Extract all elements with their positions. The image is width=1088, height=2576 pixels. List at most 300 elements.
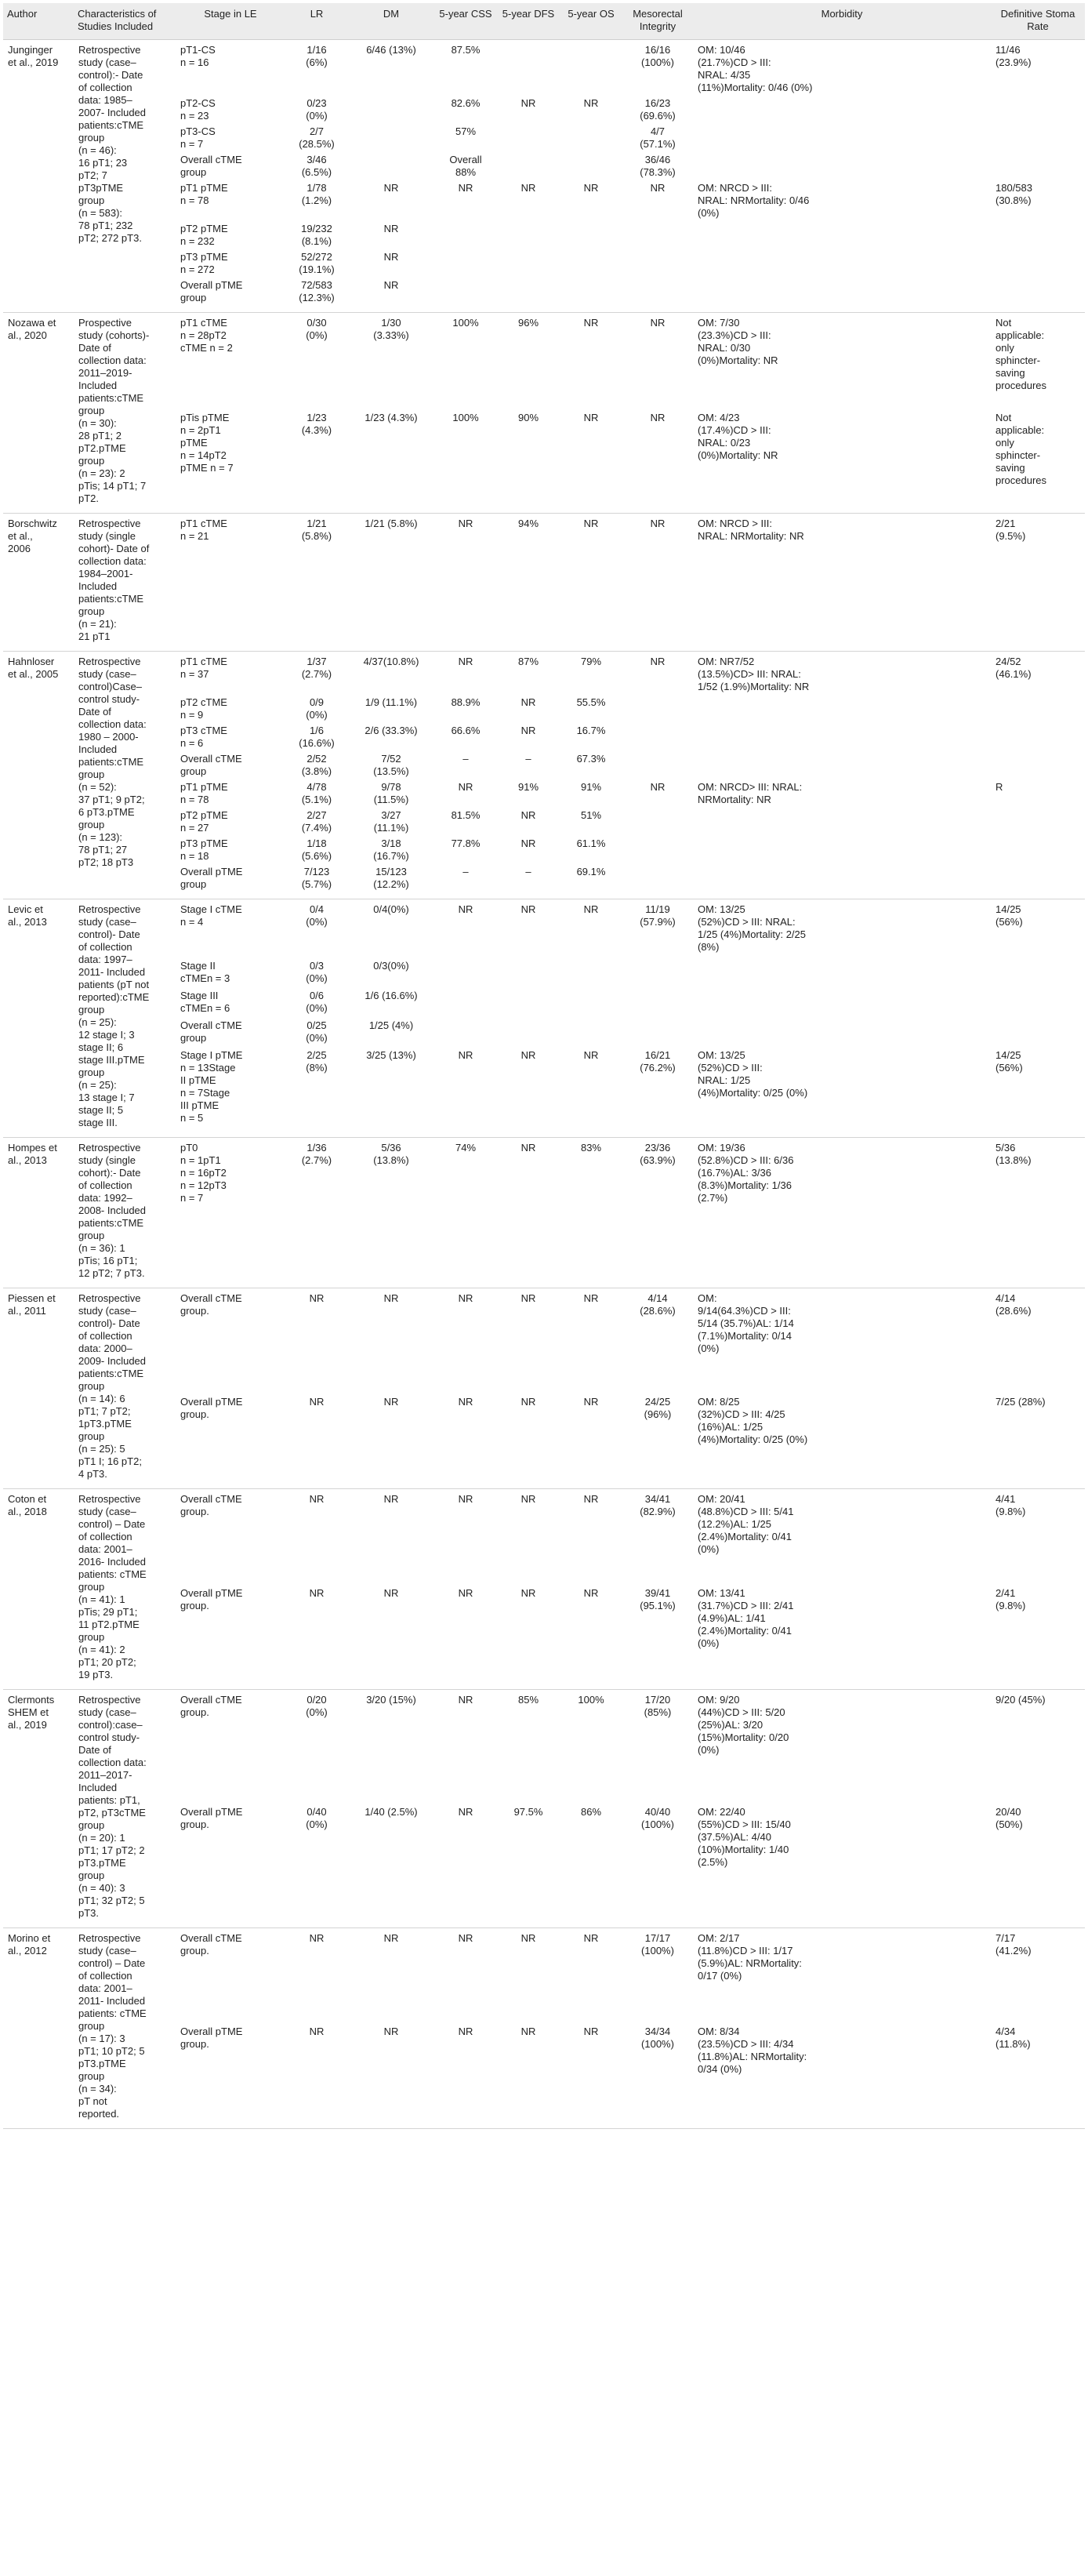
cell-os [560,276,622,313]
cell-os: NR [583,97,599,109]
cell-lr: 1/23 (4.3%) [285,409,348,513]
cell-os: NR [560,409,622,513]
cell-css: NR [434,1584,497,1689]
cell-morbidity [693,693,991,721]
cell-stage: pT2-CS n = 23 [180,97,216,122]
cell-stage: Overall cTME group. [180,1493,242,1517]
cell-dfs [497,40,560,95]
cell-morbidity [693,986,991,1016]
cell-dm: 2/6 (33.3%) [364,725,418,736]
cell-mesorectal: 4/7 (57.1%) [640,125,676,150]
cell-stage: Overall pTME group. [176,1393,285,1489]
cell-lr: 0/20 (0%) [306,1694,328,1718]
header-mesorectal: Mesorectal Integrity [622,3,693,40]
cell-dm: 7/52 (13.5%) [373,753,409,777]
cell-css: 77.8% [451,837,481,849]
cell-morbidity: OM: 13/25 (52%)CD > III: NRAL: 1/25 (4%)Mortality: 0/25 (0%) [693,1046,991,1138]
cell-stage: Overall cTME group. [180,1292,242,1317]
cell-dfs [497,1016,560,1046]
cell-css: 74% [434,1138,497,1288]
cell-dfs: NR [520,903,536,915]
cell-os [560,220,622,248]
cell-css [434,1016,497,1046]
cell-lr: 52/272 (19.1%) [299,251,335,275]
cell-dm: 3/18 (16.7%) [373,837,409,862]
cell-morbidity [693,276,991,313]
cell-stage: pT2 pTME n = 232 [180,223,228,247]
cell-author: Hompes et al., 2013 [3,1138,74,1288]
cell-css: NR [434,514,497,652]
cell-css: NR [434,1393,497,1489]
cell-dm: NR [383,223,399,234]
cell-mesorectal: 39/41 (95.1%) [622,1584,693,1689]
cell-os: 67.3% [576,753,606,765]
cell-dm: NR [383,1493,399,1505]
cell-stage: Stage II cTMEn = 3 [180,959,230,984]
cell-stage: Overall cTME group. [180,1932,242,1957]
cell-dfs: NR [520,97,536,109]
cell-os: NR [583,1493,599,1505]
cell-lr: NR [309,1493,325,1505]
cell-css [434,220,497,248]
cell-dm: 1/40 (2.5%) [348,1803,434,1928]
cell-stoma: 180/583 (30.8%) [996,182,1032,206]
cell-dm: 0/3(0%) [373,959,409,972]
cell-os: 91% [580,781,602,793]
cell-os [560,248,622,276]
cell-stage: pT1 cTME n = 21 [176,514,285,652]
cell-author: Piessen et al., 2011 [3,1288,74,1489]
cell-os: NR [583,317,599,329]
cell-dm: 3/20 (15%) [366,1694,416,1706]
table-row [3,313,1085,409]
cell-lr: NR [309,1932,325,1944]
cell-os: NR [560,2022,622,2129]
cell-css: – [462,753,469,765]
cell-css: NR [458,1493,473,1505]
cell-os [560,1016,622,1046]
cell-stoma [991,750,1085,778]
cell-morbidity [693,151,991,179]
cell-css: 66.6% [451,725,481,736]
cell-os [560,986,622,1016]
cell-stage: Overall pTME group. [176,1584,285,1689]
cell-morbidity [693,806,991,834]
cell-css [434,957,497,986]
cell-os: 83% [560,1138,622,1288]
cell-stoma [991,276,1085,313]
cell-os: NR [583,1932,599,1944]
cell-dfs: NR [497,1393,560,1489]
cell-dfs: NR [520,1493,536,1505]
cell-characteristics: Retrospective study (single cohort):- Date of collection data: 1992– 2008- Included patients:cTME group (n = 36): 1 pTis; 16 pT1; 12 pT2; 7 pT3. [74,1138,176,1288]
cell-morbidity: OM: NRCD > III: NRAL: NRMortality: 0/46 (0%) [698,182,810,219]
cell-stoma [991,693,1085,721]
cell-stage: pT1 cTME n = 28pT2 cTME n = 2 [180,317,233,354]
cell-dm: NR [348,1584,434,1689]
cell-mesorectal: NR [622,409,693,513]
cell-os: 51% [580,809,602,821]
cell-dfs [497,122,560,151]
cell-lr: 1/37 (2.7%) [301,656,332,680]
cell-mesorectal [622,248,693,276]
cell-mesorectal: 16/16 (100%) [641,44,674,68]
cell-stage: pTis pTME n = 2pT1 pTME n = 14pT2 pTME n = 7 [176,409,285,513]
cell-lr: 0/40 (0%) [285,1803,348,1928]
cell-stoma: 4/41 (9.8%) [996,1493,1026,1517]
cell-dm: 1/23 (4.3%) [348,409,434,513]
cell-mesorectal: 23/36 (63.9%) [622,1138,693,1288]
cell-stage: pT1 pTME n = 78 [180,182,228,206]
results-table [3,3,1085,2129]
cell-stoma [991,94,1085,122]
cell-mesorectal [622,721,693,750]
cell-dm: 9/78 (11.5%) [373,781,409,805]
cell-os: NR [560,514,622,652]
cell-dfs [497,220,560,248]
cell-morbidity: OM: NRCD > III: NRAL: NRMortality: NR [693,514,991,652]
cell-lr: 1/21 (5.8%) [285,514,348,652]
cell-stoma: R [996,781,1003,793]
cell-author: Coton et al., 2018 [3,1489,74,1690]
cell-author: Morino et al., 2012 [3,1928,74,2129]
cell-stage: pT1-CS n = 16 [180,44,216,68]
header-characteristics: Characteristics of Studies Included [74,3,176,40]
cell-stage: pT3-CS n = 7 [180,125,216,150]
cell-stoma [991,721,1085,750]
cell-dfs [497,151,560,179]
cell-stage: pT2 pTME n = 27 [180,809,228,834]
cell-mesorectal [622,806,693,834]
cell-os: 16.7% [576,725,606,736]
header-dfs: 5-year DFS [497,3,560,40]
cell-dm: 1/9 (11.1%) [364,696,418,708]
cell-stoma: 14/25 (56%) [991,1046,1085,1138]
table-row [3,652,1085,694]
cell-characteristics: Prospective study (cohorts)- Date of collection data: 2011–2019- Included patients:cTME group (n = 30): 28 pT1; 2 pT2.pTME group (n = 23): 2 pTis; 14 pT1; 7 pT2. [74,313,176,514]
cell-lr: 72/583 (12.3%) [285,276,348,313]
cell-author: Nozawa et al., 2020 [3,313,74,514]
cell-stage: Overall pTME group. [176,1803,285,1928]
cell-stoma [991,863,1085,899]
cell-mesorectal: 17/17 (100%) [641,1932,674,1957]
cell-characteristics: Retrospective study (case– control):- Date of collection data: 1985– 2007- Included patients:cTME group (n = 46): 16 pT1; 23 pT2; 7 pT3pTME group (n = 583): 78 pT1; 232 pT2; 272 pT3. [74,40,176,313]
header-row [3,3,1085,40]
cell-dfs: 90% [497,409,560,513]
cell-lr: 0/25 (0%) [306,1019,328,1044]
cell-lr: 0/30 (0%) [306,317,328,341]
cell-stage: pT0 n = 1pT1 n = 16pT2 n = 12pT3 n = 7 [176,1138,285,1288]
cell-mesorectal: 40/40 (100%) [622,1803,693,1928]
cell-mesorectal: 17/20 (85%) [644,1694,672,1718]
cell-stoma: 2/21 (9.5%) [991,514,1085,652]
cell-dm: 3/27 (11.1%) [373,809,409,834]
cell-os [560,122,622,151]
results-table-container [3,3,1085,2129]
cell-morbidity [693,834,991,863]
cell-dm: 0/4(0%) [373,903,409,915]
cell-mesorectal: NR [650,656,665,667]
header-dm: DM [348,3,434,40]
cell-mesorectal [622,276,693,313]
cell-dfs: – [525,753,531,765]
cell-dfs: 91% [517,781,539,793]
cell-dm: NR [383,251,399,263]
cell-morbidity: OM: NRCD> III: NRAL: NRMortality: NR [698,781,803,805]
cell-stoma: 5/36 (13.8%) [991,1138,1085,1288]
cell-lr: NR [309,1292,325,1304]
cell-mesorectal: 34/41 (82.9%) [640,1493,676,1517]
cell-dm: NR [383,182,399,194]
cell-morbidity [693,721,991,750]
cell-stoma [991,957,1085,986]
header-css: 5-year CSS [434,3,497,40]
cell-css: 82.6% [451,97,481,109]
cell-dm: 1/6 (16.6%) [364,989,418,1001]
cell-lr: 1/36 (2.7%) [285,1138,348,1288]
cell-dm: 15/123 (12.2%) [348,863,434,899]
cell-stage: Overall pTME group [176,276,285,313]
cell-dfs [497,248,560,276]
cell-morbidity [693,220,991,248]
cell-dfs: NR [520,837,536,849]
cell-dfs: NR [520,182,536,194]
cell-stoma: Not applicable: only sphincter- saving procedures [996,317,1047,391]
cell-dfs: NR [520,1292,536,1304]
cell-lr: 0/6 (0%) [306,989,328,1014]
cell-stoma [991,806,1085,834]
cell-characteristics: Retrospective study (case– control) – Date of collection data: 2001– 2016- Included patients: cTME group (n = 41): 1 pTis; 29 pT1; 11 pT2.pTME group (n = 41): 2 pT1; 20 pT2; 19 pT3. [74,1489,176,1690]
cell-os: 69.1% [560,863,622,899]
cell-lr: 0/23 (0%) [306,97,328,122]
cell-dfs: NR [497,1138,560,1288]
cell-dm: NR [348,276,434,313]
cell-dfs [497,276,560,313]
cell-mesorectal: 24/25 (96%) [622,1393,693,1489]
cell-dfs: NR [520,696,536,708]
cell-morbidity [693,957,991,986]
cell-characteristics: Retrospective study (case– control):case– control study- Date of collection data: 2011–2017- Included patients: pT1, pT2, pT3cTME group (n = 20): 1 pT1; 17 pT2; 2 pT3.pTME group (n = 40): 3 pT1; 32 pT2; 5 pT3. [74,1690,176,1928]
cell-css: NR [458,903,473,915]
cell-author: Hahnloser et al., 2005 [3,652,74,899]
cell-author: Junginger et al., 2019 [3,40,74,313]
cell-css: 87.5% [451,44,481,56]
cell-lr: 3/46 (6.5%) [301,154,332,178]
cell-stage: Overall cTME group [180,1019,242,1044]
table-row [3,1138,1085,1288]
cell-dm: 1/21 (5.8%) [348,514,434,652]
cell-dm: NR [383,1292,399,1304]
cell-stage: pT3 cTME n = 6 [180,725,227,749]
cell-os: NR [583,1292,599,1304]
cell-css: – [434,863,497,899]
cell-stoma: 9/20 (45%) [996,1694,1046,1706]
cell-css: NR [458,1292,473,1304]
cell-css: Overall 88% [449,154,482,178]
cell-stage: pT3 pTME n = 272 [180,251,228,275]
cell-dfs [497,957,560,986]
cell-mesorectal: NR [650,317,665,329]
cell-mesorectal [622,863,693,899]
cell-mesorectal [622,693,693,721]
cell-morbidity: OM: 20/41 (48.8%)CD > III: 5/41 (12.2%)AL: 1/25 (2.4%)Mortality: 0/41 (0%) [698,1493,794,1555]
cell-os: NR [560,1584,622,1689]
cell-characteristics: Retrospective study (case– control)Case– control study- Date of collection data: 1980 – 2000- Included patients:cTME group (n = 52): 37 pT1; 9 pT2; 6 pT3.pTME group (n = 123): 78 pT1; 27 pT2; 18 pT3 [74,652,176,899]
cell-author: Clermonts SHEM et al., 2019 [3,1690,74,1928]
cell-stage: Overall pTME group. [176,2022,285,2129]
cell-lr: 1/6 (16.6%) [299,725,335,749]
header-stoma: Definitive Stoma Rate [991,3,1085,40]
cell-dfs: 87% [517,656,539,667]
cell-lr: 19/232 (8.1%) [301,223,332,247]
cell-css: NR [458,1932,473,1944]
cell-dm: NR [348,1393,434,1489]
cell-dm: 4/37(10.8%) [363,656,419,667]
cell-os: 100% [578,1694,604,1706]
cell-lr: 1/78 (1.2%) [301,182,332,206]
cell-css: 100% [452,317,479,329]
cell-dfs: NR [497,1584,560,1689]
cell-dm: 5/36 (13.8%) [348,1138,434,1288]
cell-stoma [991,248,1085,276]
cell-stage: Stage I pTME n = 13Stage II pTME n = 7Stage III pTME n = 5 [176,1046,285,1138]
cell-os: NR [560,1393,622,1489]
cell-dfs: NR [520,725,536,736]
cell-morbidity: OM: 9/20 (44%)CD > III: 5/20 (25%)AL: 3/20 (15%)Mortality: 0/20 (0%) [698,1694,789,1756]
cell-mesorectal: NR [622,514,693,652]
cell-stoma: Not applicable: only sphincter- saving procedures [991,409,1085,513]
cell-css [434,276,497,313]
cell-os [560,151,622,179]
cell-dfs: NR [497,1046,560,1138]
cell-morbidity: OM: 22/40 (55%)CD > III: 15/40 (37.5%)AL: 4/40 (10%)Mortality: 1/40 (2.5%) [693,1803,991,1928]
cell-dm: NR [348,2022,434,2129]
cell-morbidity: OM: 4/23 (17.4%)CD > III: NRAL: 0/23 (0%)Mortality: NR [693,409,991,513]
cell-os: 79% [580,656,602,667]
cell-stoma: 2/41 (9.8%) [991,1584,1085,1689]
cell-morbidity: OM: 9/14(64.3%)CD > III: 5/14 (35.7%)AL: 1/14 (7.1%)Mortality: 0/14 (0%) [698,1292,794,1354]
cell-characteristics: Retrospective study (single cohort)- Date of collection data: 1984–2001- Included patients:cTME group (n = 21): 21 pT1 [74,514,176,652]
cell-mesorectal [622,750,693,778]
cell-dm: 1/30 (3.33%) [373,317,409,341]
header-morbidity: Morbidity [693,3,991,40]
cell-morbidity: OM: 13/41 (31.7%)CD > III: 2/41 (4.9%)AL: 1/41 (2.4%)Mortality: 0/41 (0%) [693,1584,991,1689]
header-os: 5-year OS [560,3,622,40]
cell-dfs: NR [520,1932,536,1944]
table-body [3,40,1085,2129]
cell-dfs [497,986,560,1016]
cell-mesorectal: 16/23 (69.6%) [640,97,676,122]
table-row [3,1690,1085,1803]
cell-mesorectal [622,1016,693,1046]
cell-morbidity [693,122,991,151]
cell-author: Borschwitz et al., 2006 [3,514,74,652]
cell-css: 100% [434,409,497,513]
cell-stoma [991,151,1085,179]
cell-morbidity [693,863,991,899]
cell-stage: Overall pTME group [176,863,285,899]
cell-morbidity [693,1016,991,1046]
cell-mesorectal: 16/21 (76.2%) [622,1046,693,1138]
cell-stoma: 24/52 (46.1%) [996,656,1032,680]
cell-stoma: 4/34 (11.8%) [991,2022,1085,2129]
cell-morbidity: OM: 8/34 (23.5%)CD > III: 4/34 (11.8%)AL: NRMortality: 0/34 (0%) [693,2022,991,2129]
cell-dfs: 94% [497,514,560,652]
cell-lr: NR [285,1393,348,1489]
cell-stoma [991,834,1085,863]
table-row [3,1928,1085,2022]
table-row [3,514,1085,652]
cell-morbidity: OM: 19/36 (52.8%)CD > III: 6/36 (16.7%)AL: 3/36 (8.3%)Mortality: 1/36 (2.7%) [693,1138,991,1288]
cell-os [560,957,622,986]
cell-stoma: 20/40 (50%) [991,1803,1085,1928]
cell-css: NR [434,1803,497,1928]
cell-lr: 0/3 (0%) [306,959,328,984]
cell-dfs: NR [520,809,536,821]
cell-mesorectal [622,957,693,986]
cell-css: NR [458,182,473,194]
cell-dm [348,94,434,122]
table-row [3,1288,1085,1393]
cell-css: 57% [455,125,477,137]
cell-stage: pT3 pTME n = 18 [180,837,228,862]
cell-stoma: 11/46 (23.9%) [996,44,1032,68]
cell-morbidity [693,248,991,276]
cell-stoma [991,986,1085,1016]
cell-author: Levic et al., 2013 [3,899,74,1138]
cell-morbidity: OM: 10/46 (21.7%)CD > III: NRAL: 4/35 (11%)Mortality: 0/46 (0%) [698,44,813,93]
cell-dfs: – [497,863,560,899]
cell-css [434,248,497,276]
cell-css: NR [458,656,473,667]
table-row [3,40,1085,95]
cell-characteristics: Retrospective study (case– control)- Date of collection data: 1997– 2011- Included patients (pT not reported):cTME group (n = 25): 12 stage I; 3 stage II; 6 stage III.pTME group (n = 25): 13 stage I; 7 stage II; 5 stage III. [74,899,176,1138]
cell-lr: 0/9 (0%) [306,696,328,721]
cell-lr: 7/123 (5.7%) [285,863,348,899]
cell-lr: 1/18 (5.6%) [301,837,332,862]
cell-characteristics: Retrospective study (case– control) – Date of collection data: 2001– 2011- Included patients: cTME group (n = 17): 3 pT1; 10 pT2; 5 pT3.pTME group (n = 34): pT not reported. [74,1928,176,2129]
cell-os: NR [583,903,599,915]
cell-lr: 4/78 (5.1%) [301,781,332,805]
cell-mesorectal [622,220,693,248]
cell-css: 81.5% [451,809,481,821]
cell-stoma [991,1016,1085,1046]
cell-mesorectal [622,834,693,863]
cell-dm [348,122,434,151]
header-author: Author [3,3,74,40]
cell-lr: 2/52 (3.8%) [301,753,332,777]
header-stage: Stage in LE [176,3,285,40]
cell-lr: 2/7 (28.5%) [299,125,335,150]
cell-css: NR [434,2022,497,2129]
cell-stage: Stage I cTME n = 4 [180,903,242,928]
cell-css: NR [458,781,473,793]
cell-stage: pT1 pTME n = 78 [180,781,228,805]
cell-os: 61.1% [576,837,606,849]
cell-lr: 2/25 (8%) [285,1046,348,1138]
cell-stoma [991,122,1085,151]
cell-morbidity: OM: 2/17 (11.8%)CD > III: 1/17 (5.9%)AL: NRMortality: 0/17 (0%) [698,1932,802,1982]
cell-lr: NR [285,2022,348,2129]
cell-morbidity: OM: 8/25 (32%)CD > III: 4/25 (16%)AL: 1/25 (4%)Mortality: 0/25 (0%) [693,1393,991,1489]
cell-mesorectal: 4/14 (28.6%) [640,1292,676,1317]
cell-mesorectal [622,986,693,1016]
cell-dm [348,151,434,179]
cell-os: NR [583,182,599,194]
header-lr: LR [285,3,348,40]
cell-morbidity [693,94,991,122]
cell-stage: pT1 cTME n = 37 [180,656,227,680]
